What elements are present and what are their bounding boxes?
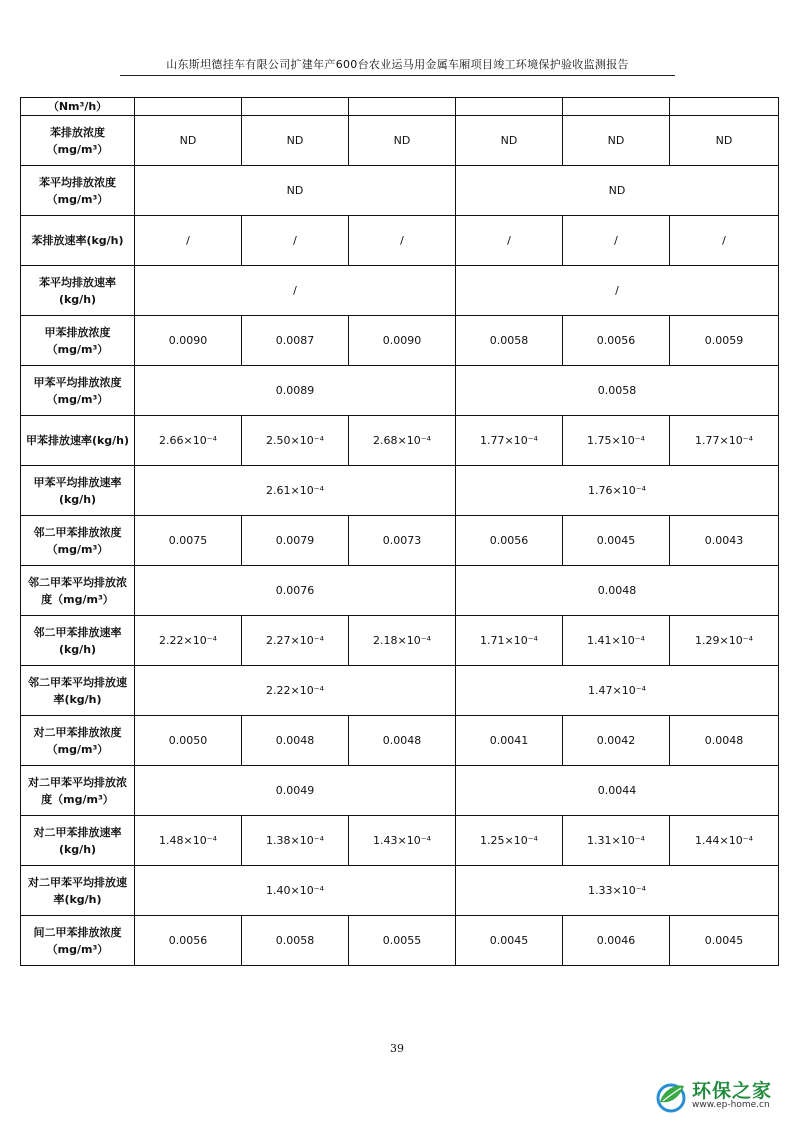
table-row bbox=[21, 766, 779, 816]
table-cell: 1.25×10⁻⁴ bbox=[456, 816, 563, 866]
table-row bbox=[21, 266, 779, 316]
table-cell bbox=[670, 98, 779, 116]
table-cell: 1.44×10⁻⁴ bbox=[670, 816, 779, 866]
table-cell: / bbox=[242, 216, 349, 266]
table-row bbox=[21, 116, 779, 166]
row-label: 苯排放浓度（mg/m³） bbox=[21, 116, 135, 166]
table-cell: 0.0048 bbox=[670, 716, 779, 766]
row-label: 甲苯排放浓度（mg/m³） bbox=[21, 316, 135, 366]
table-cell: 1.75×10⁻⁴ bbox=[563, 416, 670, 466]
page-number: 39 bbox=[390, 1042, 404, 1055]
row-label: 甲苯平均排放浓度（mg/m³） bbox=[21, 366, 135, 416]
table-cell: 0.0058 bbox=[242, 916, 349, 966]
table-cell: 0.0056 bbox=[135, 916, 242, 966]
table-cell bbox=[349, 98, 456, 116]
table-cell: 0.0048 bbox=[349, 716, 456, 766]
table-cell: 0.0055 bbox=[349, 916, 456, 966]
row-label: 对二甲苯平均排放浓度（mg/m³） bbox=[21, 766, 135, 816]
table-cell: / bbox=[349, 216, 456, 266]
table-cell: ND bbox=[242, 116, 349, 166]
monitoring-table bbox=[20, 97, 779, 966]
table-cell: 2.22×10⁻⁴ bbox=[135, 666, 456, 716]
row-label: 邻二甲苯排放速率(kg/h) bbox=[21, 616, 135, 666]
table-cell: / bbox=[135, 216, 242, 266]
table-cell: 2.27×10⁻⁴ bbox=[242, 616, 349, 666]
table-row bbox=[21, 466, 779, 516]
table-cell: 0.0075 bbox=[135, 516, 242, 566]
table-cell: 2.61×10⁻⁴ bbox=[135, 466, 456, 516]
table-row bbox=[21, 916, 779, 966]
table-cell bbox=[242, 98, 349, 116]
table-row bbox=[21, 416, 779, 466]
table-row bbox=[21, 866, 779, 916]
table-cell: 0.0058 bbox=[456, 316, 563, 366]
row-label: 邻二甲苯平均排放速率(kg/h) bbox=[21, 666, 135, 716]
page-header: 山东斯坦德挂车有限公司扩建年产600台农业运马用金属车厢项目竣工环境保护验收监测报告 bbox=[120, 56, 675, 76]
table-cell: 1.76×10⁻⁴ bbox=[456, 466, 779, 516]
table-row bbox=[21, 98, 779, 116]
table-cell: ND bbox=[563, 116, 670, 166]
table-cell bbox=[456, 98, 563, 116]
table-cell: 0.0079 bbox=[242, 516, 349, 566]
table-row bbox=[21, 666, 779, 716]
table-cell: / bbox=[670, 216, 779, 266]
table-cell bbox=[563, 98, 670, 116]
table-cell: 0.0043 bbox=[670, 516, 779, 566]
table-row bbox=[21, 616, 779, 666]
table-row bbox=[21, 316, 779, 366]
table-cell: 1.48×10⁻⁴ bbox=[135, 816, 242, 866]
table-cell: 2.22×10⁻⁴ bbox=[135, 616, 242, 666]
table-cell: 0.0090 bbox=[135, 316, 242, 366]
table-cell: 1.33×10⁻⁴ bbox=[456, 866, 779, 916]
table-cell: 0.0090 bbox=[349, 316, 456, 366]
table-cell: / bbox=[135, 266, 456, 316]
table-cell: / bbox=[563, 216, 670, 266]
table-cell: 0.0041 bbox=[456, 716, 563, 766]
table-cell: 1.43×10⁻⁴ bbox=[349, 816, 456, 866]
table-cell: 2.68×10⁻⁴ bbox=[349, 416, 456, 466]
table-cell: 0.0056 bbox=[456, 516, 563, 566]
table-cell: ND bbox=[135, 166, 456, 216]
row-label: 间二甲苯排放浓度（mg/m³） bbox=[21, 916, 135, 966]
row-label: 苯排放速率(kg/h) bbox=[21, 216, 135, 266]
table-cell: 1.31×10⁻⁴ bbox=[563, 816, 670, 866]
table-cell: 1.77×10⁻⁴ bbox=[456, 416, 563, 466]
table-cell: 1.29×10⁻⁴ bbox=[670, 616, 779, 666]
table-row bbox=[21, 566, 779, 616]
row-label: 苯平均排放浓度（mg/m³） bbox=[21, 166, 135, 216]
table-row bbox=[21, 166, 779, 216]
table-cell: 0.0050 bbox=[135, 716, 242, 766]
table-cell: / bbox=[456, 266, 779, 316]
table-cell: ND bbox=[349, 116, 456, 166]
table-cell: 0.0045 bbox=[456, 916, 563, 966]
row-label: 对二甲苯排放速率(kg/h) bbox=[21, 816, 135, 866]
table-cell: 1.38×10⁻⁴ bbox=[242, 816, 349, 866]
table-cell: 0.0044 bbox=[456, 766, 779, 816]
table-cell: 0.0056 bbox=[563, 316, 670, 366]
table-cell: 1.41×10⁻⁴ bbox=[563, 616, 670, 666]
table-row bbox=[21, 716, 779, 766]
table-cell: 2.18×10⁻⁴ bbox=[349, 616, 456, 666]
table-cell: 1.71×10⁻⁴ bbox=[456, 616, 563, 666]
table-cell: 1.47×10⁻⁴ bbox=[456, 666, 779, 716]
row-label: 对二甲苯排放浓度（mg/m³） bbox=[21, 716, 135, 766]
table-cell: ND bbox=[456, 166, 779, 216]
table-row bbox=[21, 366, 779, 416]
watermark-logo bbox=[652, 1076, 792, 1116]
row-label: 甲苯平均排放速率(kg/h) bbox=[21, 466, 135, 516]
table-cell: 2.50×10⁻⁴ bbox=[242, 416, 349, 466]
table-cell: ND bbox=[670, 116, 779, 166]
table-cell: 1.40×10⁻⁴ bbox=[135, 866, 456, 916]
table-cell: 1.77×10⁻⁴ bbox=[670, 416, 779, 466]
row-label: 对二甲苯平均排放速率(kg/h) bbox=[21, 866, 135, 916]
row-label: 邻二甲苯平均排放浓度（mg/m³） bbox=[21, 566, 135, 616]
table-cell: 0.0048 bbox=[456, 566, 779, 616]
table-cell: / bbox=[456, 216, 563, 266]
table-cell bbox=[135, 98, 242, 116]
table-body bbox=[21, 98, 779, 966]
table-cell: 0.0045 bbox=[563, 516, 670, 566]
table-cell: 0.0076 bbox=[135, 566, 456, 616]
table-cell: 0.0059 bbox=[670, 316, 779, 366]
watermark-title: 环保之家 bbox=[692, 1080, 773, 1102]
table-cell: 0.0073 bbox=[349, 516, 456, 566]
watermark-url: www.ep-home.cn bbox=[692, 1100, 770, 1110]
table-cell: 0.0046 bbox=[563, 916, 670, 966]
leaf-globe-icon bbox=[654, 1080, 688, 1114]
table-cell: ND bbox=[456, 116, 563, 166]
row-label: 苯平均排放速率(kg/h) bbox=[21, 266, 135, 316]
table-cell: 0.0049 bbox=[135, 766, 456, 816]
row-label: 邻二甲苯排放浓度（mg/m³） bbox=[21, 516, 135, 566]
table-cell: 0.0042 bbox=[563, 716, 670, 766]
table-cell: 2.66×10⁻⁴ bbox=[135, 416, 242, 466]
row-label: （Nm³/h） bbox=[21, 98, 135, 116]
table-row bbox=[21, 516, 779, 566]
table-row bbox=[21, 216, 779, 266]
table-cell: 0.0089 bbox=[135, 366, 456, 416]
table-cell: 0.0058 bbox=[456, 366, 779, 416]
table-cell: ND bbox=[135, 116, 242, 166]
table-cell: 0.0048 bbox=[242, 716, 349, 766]
table-cell: 0.0045 bbox=[670, 916, 779, 966]
table-cell: 0.0087 bbox=[242, 316, 349, 366]
row-label: 甲苯排放速率(kg/h) bbox=[21, 416, 135, 466]
table-row bbox=[21, 816, 779, 866]
